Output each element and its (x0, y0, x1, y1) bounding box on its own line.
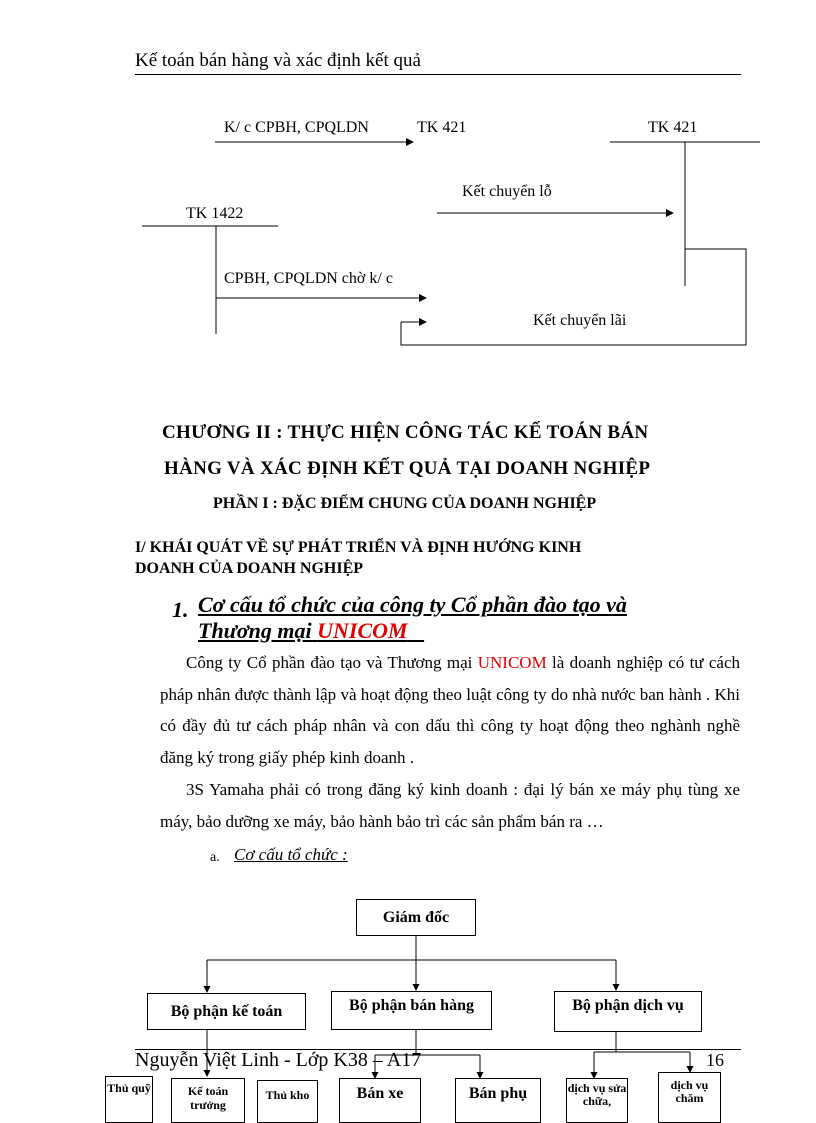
paragraph-1-brand: UNICOM (477, 653, 547, 672)
footer-author: Nguyễn Việt Linh - Lớp K38 – A17 (135, 1049, 422, 1071)
paragraph-1-suffix: là doanh nghiệp có tư cách pháp nhân được thành lập và hoạt động theo luật công ty do nhà nước ban hành . Khi có đầy đủ tư cách pháp nhân và con dấu thì công ty hoạt động theo nghành nghề đăng ký trong giấy phép kinh doanh . (160, 653, 741, 767)
section-title-line1: I/ KHÁI QUÁT VỀ SỰ PHÁT TRIỂN VÀ ĐỊNH HƯỚNG KINH (135, 539, 582, 556)
label-tk421-right: TK 421 (648, 119, 698, 136)
label-cpbh-cho-kc: CPBH, CPQLDN chờ k/ c (224, 270, 393, 287)
chapter-title-line2: HÀNG VÀ XÁC ĐỊNH KẾT QUẢ TẠI DOANH NGHIỆP (164, 458, 651, 479)
org-sub-care-service: dịch vụ chăm (658, 1072, 721, 1123)
heading-line2 (198, 618, 424, 644)
chapter-title-line1: CHƯƠNG II : THỰC HIỆN CÔNG TÁC KẾ TOÁN BÁN (162, 422, 649, 443)
subheading-text: Cơ cấu tổ chức : (234, 845, 348, 864)
heading-line1: Cơ cấu tổ chức của công ty Cổ phần đào tạo và (198, 592, 627, 617)
account-flow-diagram (0, 0, 816, 380)
heading-number: 1. (172, 597, 189, 622)
label-kc-cpbh: K/ c CPBH, CPQLDN (224, 119, 369, 136)
paragraph-2-text: 3S Yamaha phải có trong đăng ký kinh doanh : đại lý bán xe máy phụ tùng xe máy, bảo dưỡng xe máy, bảo hành bảo trì các sản phẩm bán ra … (160, 780, 740, 831)
label-ket-chuyen-lai: Kết chuyển lãi (533, 312, 627, 329)
label-tk1422: TK 1422 (186, 205, 244, 222)
org-sub-repair-service: dịch vụ sửa chữa, (566, 1078, 628, 1123)
org-sub-sell-vehicle: Bán xe (339, 1078, 421, 1123)
paragraph-2 (160, 774, 740, 837)
org-root-director: Giám đốc (356, 899, 476, 936)
label-tk421-left: TK 421 (417, 119, 467, 136)
part-title: PHẦN I : ĐẶC ĐIỂM CHUNG CỦA DOANH NGHIỆP (213, 495, 597, 512)
page-header-title: Kế toán bán hàng và xác định kết quả (135, 50, 421, 71)
org-dept-sales: Bộ phận bán hàng (331, 991, 492, 1030)
org-sub-warehouse: Thủ kho (257, 1080, 318, 1123)
org-sub-sell-parts: Bán phụ (455, 1078, 541, 1123)
page-number: 16 (706, 1050, 724, 1070)
heading-brand: UNICOM (317, 618, 408, 643)
org-dept-accounting: Bộ phận kế toán (147, 993, 306, 1030)
org-sub-cashier: Thủ quỹ (105, 1076, 153, 1123)
ket-chuyen-lai-loop (401, 249, 746, 345)
heading-line2-prefix: Thương mại (198, 618, 318, 643)
paragraph-1-prefix: Công ty Cổ phần đào tạo và Thương mại (186, 653, 478, 672)
org-dept-service: Bộ phận dịch vụ (554, 991, 702, 1032)
section-title-line2: DOANH CỦA DOANH NGHIỆP (135, 560, 364, 577)
subheading-marker: a. (210, 850, 220, 865)
heading-trailing-space (408, 618, 425, 643)
paragraph-1 (160, 647, 740, 773)
label-ket-chuyen-lo: Kết chuyển lỗ (462, 183, 552, 200)
org-sub-chief-accountant: Kế toán trưởng (171, 1078, 245, 1123)
